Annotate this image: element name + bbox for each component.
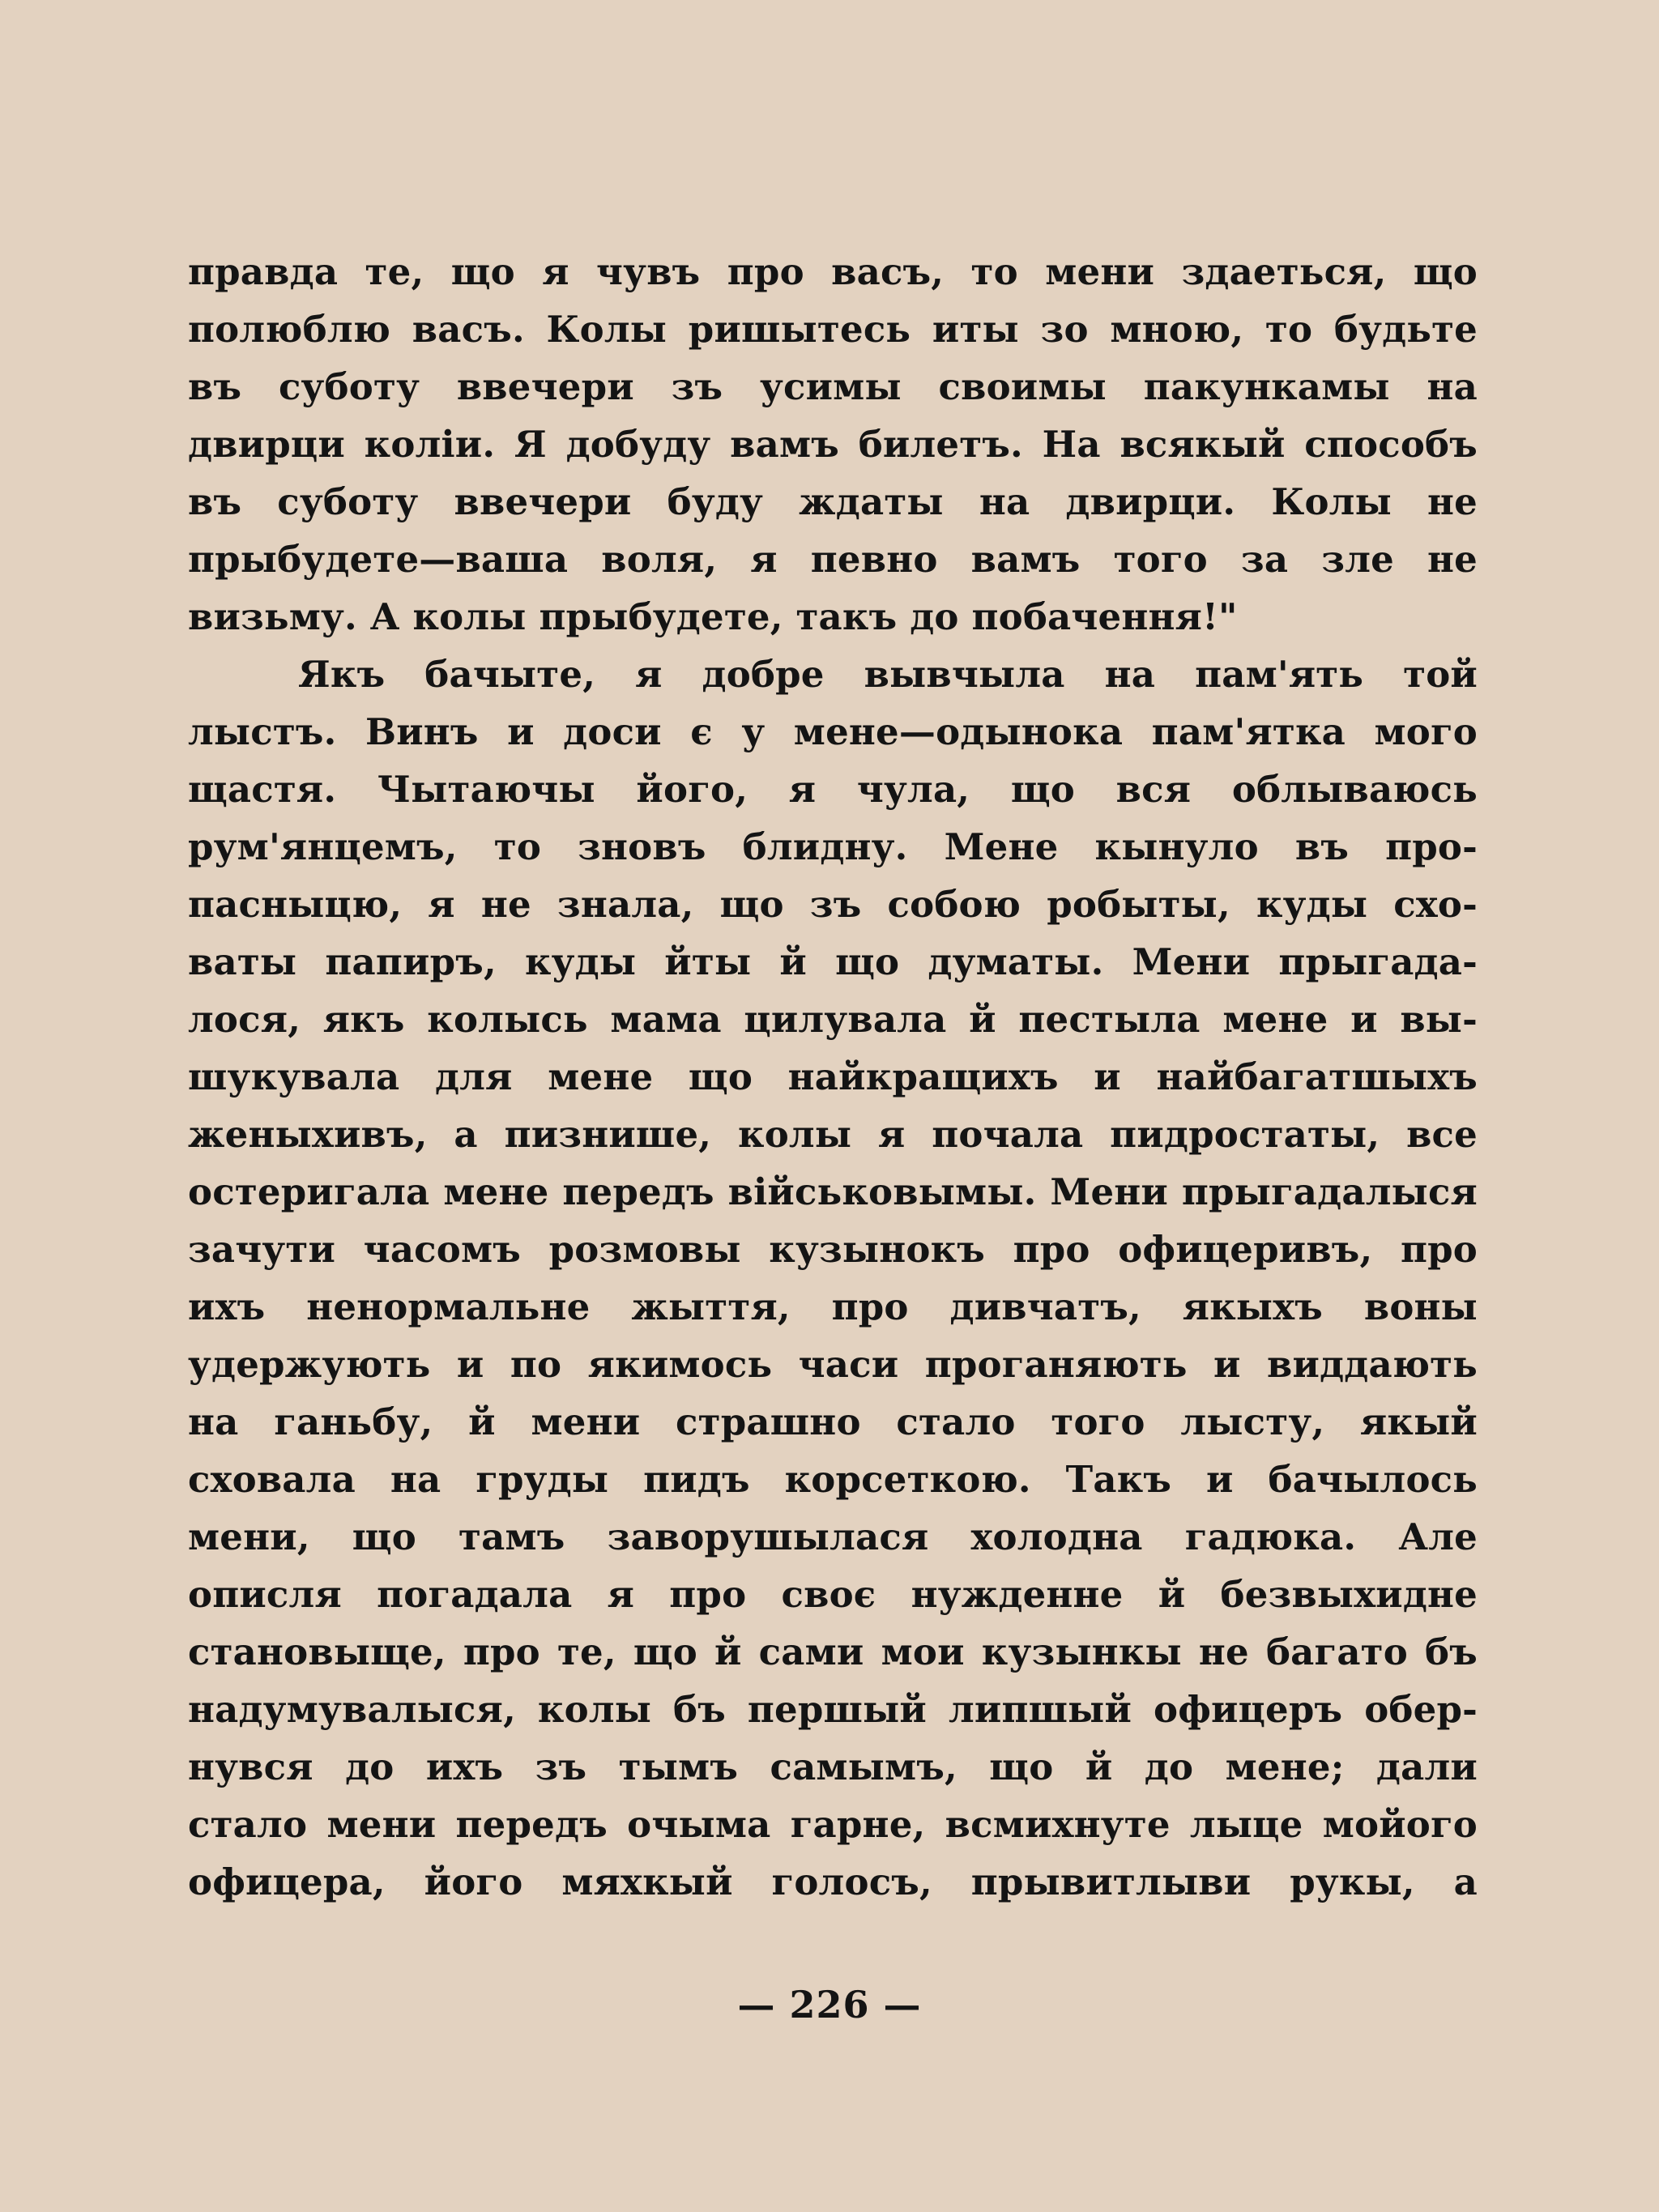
text-line: двирци коліи. Я добуду вамъ билетъ. На всякый способъ bbox=[188, 423, 1478, 466]
paragraph-first-line: Якъ бачыте, я добре вывчыла на пам'ять той bbox=[298, 653, 1478, 696]
text-line: мени, що тамъ заворушылася холодна гадюка. Але bbox=[188, 1515, 1478, 1558]
text-line: прыбудете—ваша воля, я певно вамъ того за зле не bbox=[188, 538, 1478, 581]
text-line: рум'янцемъ, то зновъ блидну. Мене кынуло въ про- bbox=[188, 825, 1478, 868]
text-line: описля погадала я про своє нужденне й безвыхидне bbox=[188, 1573, 1478, 1616]
text-line: стало мени передъ очыма гарне, всмихнуте лыце мойого bbox=[188, 1803, 1478, 1846]
text-line: надумувалыся, колы бъ першый липшый офицеръ обер- bbox=[188, 1688, 1478, 1731]
text-line: шукувала для мене що найкращихъ и найбагатшыхъ bbox=[188, 1055, 1478, 1098]
text-line: полюблю васъ. Колы ришытесь иты зо мною, то будьте bbox=[188, 308, 1478, 351]
text-line: сховала на груды пидъ корсеткою. Такъ и бачылось bbox=[188, 1458, 1478, 1501]
text-line: визьму. А колы прыбудете, такъ до побачення!" bbox=[188, 595, 1238, 638]
text-line: остеригала мене передъ військовымы. Мени прыгадалыся bbox=[188, 1170, 1478, 1213]
text-line: пасныцю, я не знала, що зъ собою робыты, куды схо- bbox=[188, 883, 1478, 926]
text-line: лыстъ. Винъ и доси є у мене—одынока пам'ятка мого bbox=[188, 710, 1478, 753]
page-number: — 226 — bbox=[737, 1983, 922, 2027]
text-line: въ суботу ввечери буду ждаты на двирци. Колы не bbox=[188, 480, 1478, 523]
text-line: нувся до ихъ зъ тымъ самымъ, що й до мене; дали bbox=[188, 1745, 1478, 1788]
text-line: щастя. Чытаючы його, я чула, що вся облываюсь bbox=[188, 768, 1478, 811]
text-line: правда те, що я чувъ про васъ, то мени здаеться, що bbox=[188, 250, 1478, 293]
text-line: женыхивъ, а пизнише, колы я почала пидростаты, все bbox=[188, 1113, 1478, 1156]
text-line: зачути часомъ розмовы кузынокъ про офицеривъ, про bbox=[188, 1228, 1478, 1271]
text-line: ихъ ненормальне жыття, про дивчатъ, якыхъ воны bbox=[188, 1285, 1478, 1328]
text-line: ваты папиръ, куды йты й що думаты. Мени прыгада- bbox=[188, 940, 1478, 983]
text-line: въ суботу ввечери зъ усимы своимы пакункамы на bbox=[188, 365, 1478, 408]
text-line: лося, якъ колысь мама цилувала й пестыла мене и вы- bbox=[188, 998, 1478, 1041]
text-line: офицера, його мяхкый голосъ, прывитлыви рукы, а bbox=[188, 1860, 1478, 1903]
text-line: удержують и по якимось часи проганяють и виддають bbox=[188, 1343, 1478, 1386]
text-line: на ганьбу, й мени страшно стало того лысту, якый bbox=[188, 1400, 1478, 1443]
text-line: становыще, про те, що й сами мои кузынкы не багато бъ bbox=[188, 1630, 1478, 1673]
